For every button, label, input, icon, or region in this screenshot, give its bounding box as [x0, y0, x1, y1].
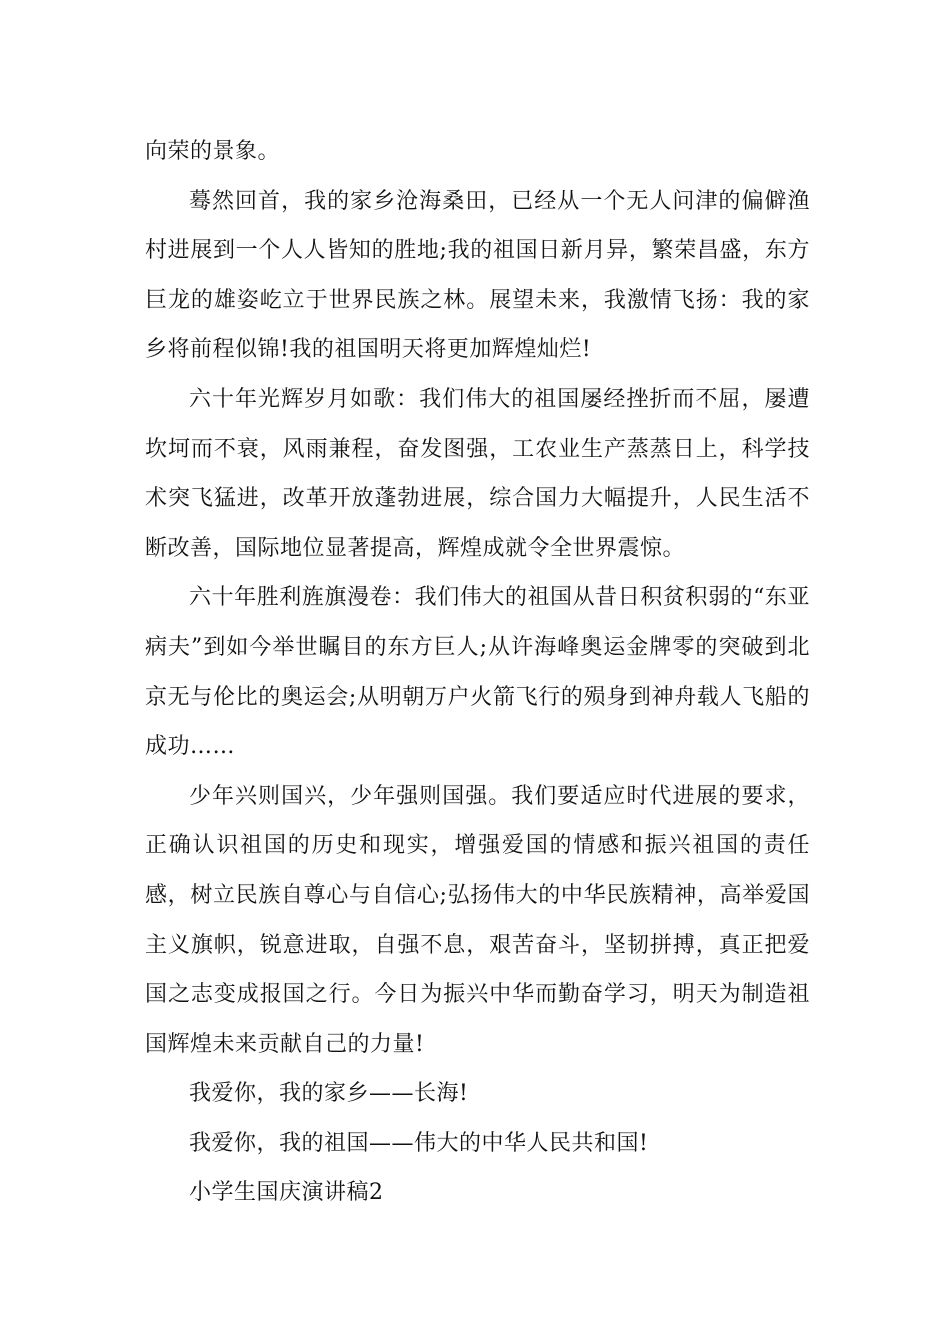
- paragraph-sixty-years-glory: 六十年光辉岁月如歌：我们伟大的祖国屡经挫折而不屈，屡遭坎坷而不衰，风雨兼程，奋发图强，工农业生产蒸蒸日上，科学技术突飞猛进，改革开放蓬勃进展，综合国力大幅提升，人民生活不断改善，国际地位显著提高，辉煌成就令全世界震惊。: [145, 386, 810, 561]
- document-body: [145, 127, 810, 1218]
- paragraph-hometown-change: 蓦然回首，我的家乡沧海桑田，已经从一个无人问津的偏僻渔村进展到一个人人皆知的胜地;我的祖国日新月异，繁荣昌盛，东方巨龙的雄姿屹立于世界民族之林。展望未来，我激情飞扬：我的家乡将前程似锦!我的祖国明天将更加辉煌灿烂!: [145, 188, 810, 363]
- paragraph-sixty-years-victory: 六十年胜利旌旗漫卷：我们伟大的祖国从昔日积贫积弱的“东亚病夫”到如今举世瞩目的东方巨人;从许海峰奥运金牌零的突破到北京无与伦比的奥运会;从明朝万户火箭飞行的殒身到神舟载人飞船的成功……: [145, 585, 810, 760]
- paragraph-continuation: 向荣的景象。: [145, 139, 281, 164]
- section-heading: 小学生国庆演讲稿2: [189, 1180, 384, 1206]
- paragraph-love-motherland: 我爱你，我的祖国——伟大的中华人民共和国!: [189, 1130, 649, 1156]
- paragraph-love-hometown: 我爱你，我的家乡——长海!: [189, 1081, 469, 1107]
- paragraph-youth-strength: 少年兴则国兴，少年强则国强。我们要适应时代进展的要求，正确认识祖国的历史和现实，增强爱国的情感和振兴祖国的责任感，树立民族自尊心与自信心;弘扬伟大的中华民族精神，高举爱国主义旗帜，锐意进取，自强不息，艰苦奋斗，坚韧拼搏，真正把爱国之志变成报国之行。今日为振兴中华而勤奋学习，明天为制造祖国辉煌未来贡献自己的力量!: [145, 783, 810, 1057]
